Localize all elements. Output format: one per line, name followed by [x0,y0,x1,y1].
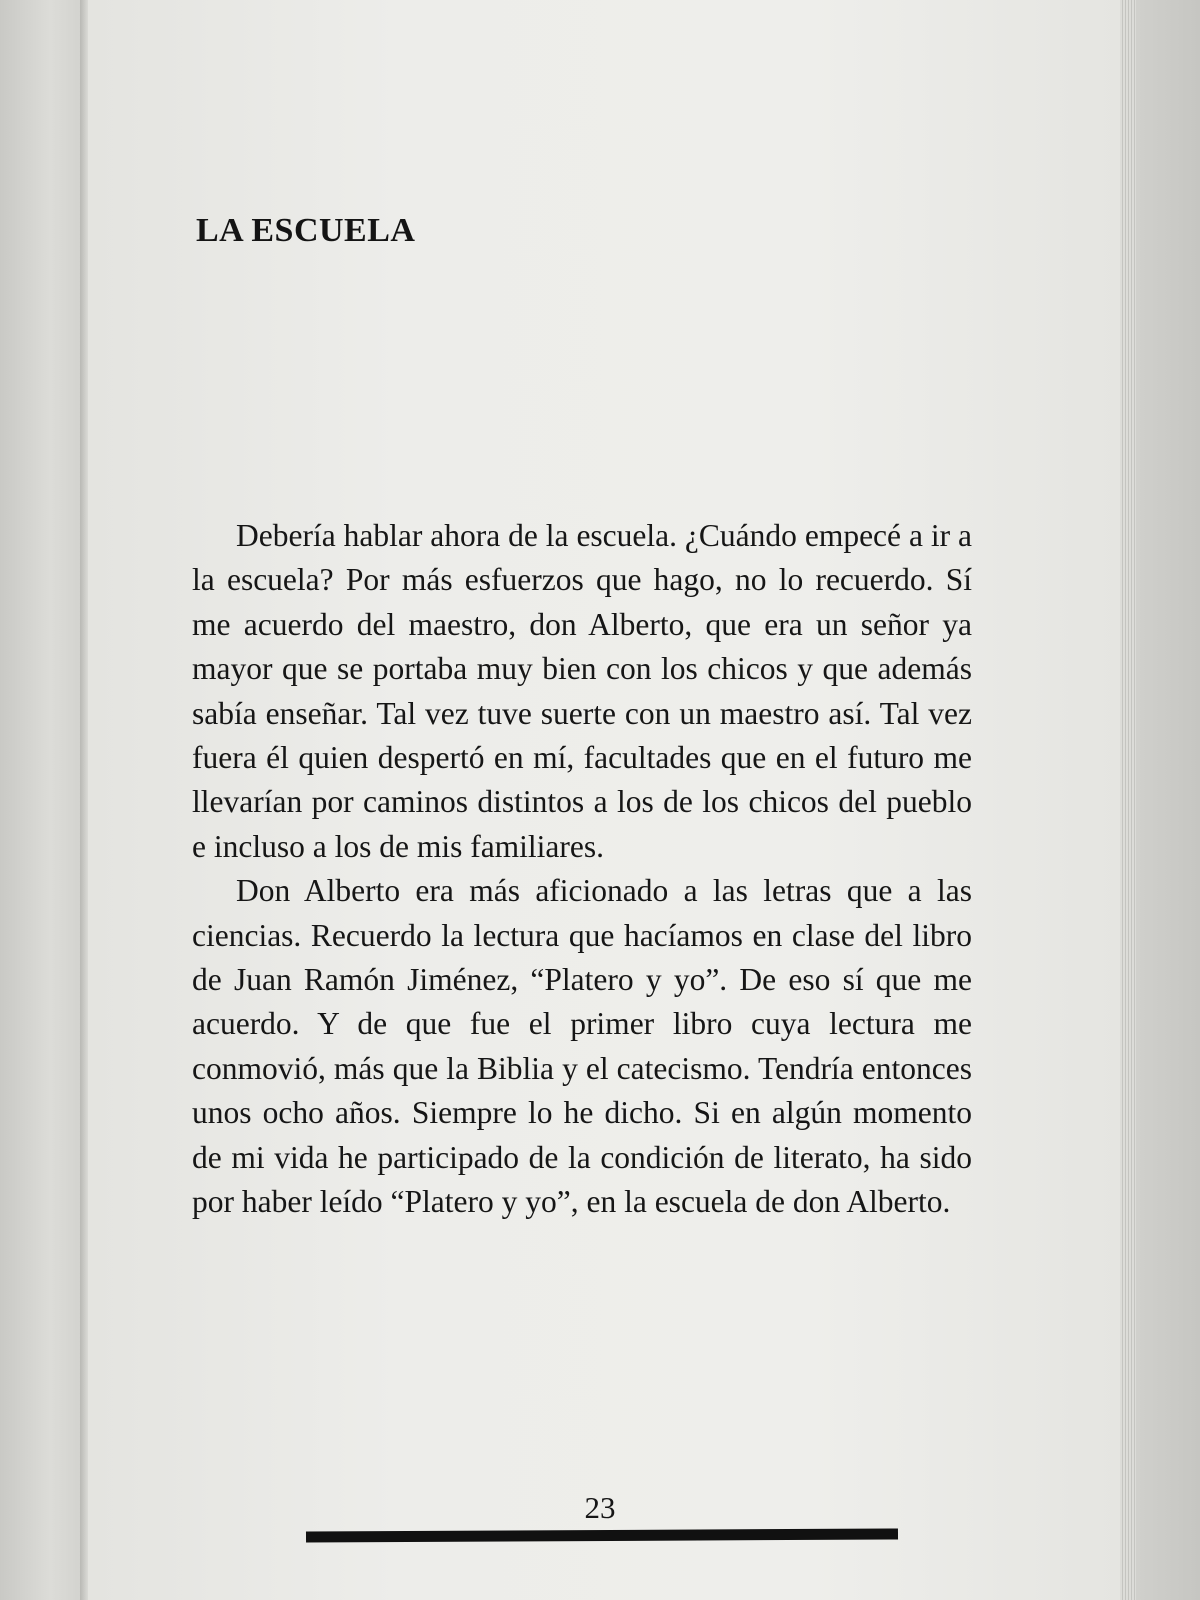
facing-page-edge [0,0,84,1600]
paragraph: Debería hablar ahora de la escuela. ¿Cuándo empecé a ir a la escuela? Por más esfuerzos que hago, no lo recuerdo. Sí me acuerdo del maestro, don Alberto, que era un señor ya mayor que se portaba muy bien con los chicos y que además sabía enseñar. Tal vez tuve suerte con un maestro así. Tal vez fuera él quien despertó en mí, facultades que en el futuro me llevarían por caminos distintos a los de los chicos del pueblo e incluso a los de mis familiares. [192,518,972,864]
chapter-body [192,514,972,1225]
background [1136,0,1200,1600]
page-stack-edge [1120,0,1136,1600]
chapter-title: LA ESCUELA [196,212,416,249]
paragraph: Don Alberto era más aficionado a las letras que a las ciencias. Recuerdo la lectura que hacíamos en clase del libro de Juan Ramón Jiménez, “Platero y yo”. De eso sí que me acuerdo. Y de que fue el primer libro cuya lectura me conmovió, más que la Biblia y el catecismo. Tendría entonces unos ocho años. Siempre lo he dicho. Si en algún momento de mi vida he participado de la condición de literato, ha sido por haber leído “Platero y yo”, en la escuela de don Alberto. [192,873,972,1220]
page-number: 23 [584,1490,616,1525]
